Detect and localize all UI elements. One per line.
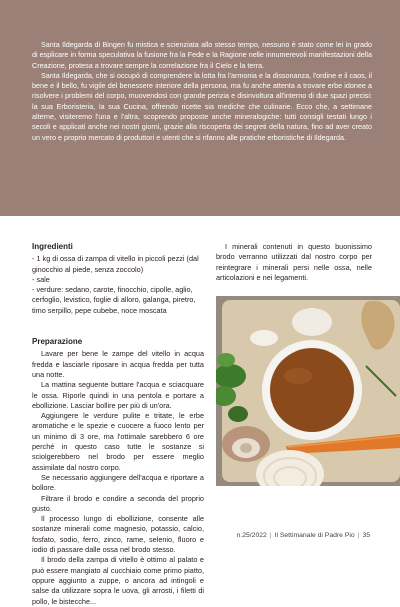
preparation-paragraph: Filtrare il brodo e condire a seconda del proprio gusto. [32,493,204,513]
ingredient-item: - 1 kg di ossa di zampa di vitello in piccoli pezzi (dal ginocchio al piede, senza zoccolo) [32,254,199,274]
intro-text [32,40,372,143]
preparation-paragraph: Lavare per bene le zampe del vitello in acqua fredda e lasciarle riposare in acqua fredda per tutta una notte. [32,349,204,379]
ingredient-item: - verdure: sedano, carote, finocchio, cipolle, aglio, cerfoglio, levistico, foglie di alloro, galanga, piretro, timo serpillo, pepe cubebe, noce moscata [32,285,196,315]
ingredient-item: - sale [32,274,50,284]
preparation-heading: Preparazione [32,337,83,347]
ingredients-list [32,254,204,316]
broth-illustration [216,296,400,486]
intro-paragraph: Santa Ildegarda di Bingen fu mistica e scienziata allo stesso tempo, nessuno è stato come lei in grado di esplicare in forma speculativa la fusione fra la Fede e la Ragione nelle innumerevoli manifestazioni della Creazione, protesa a trovare sempre la correlazione fra il Cielo e la terra. [32,40,372,70]
preparation-paragraph: La mattina seguente buttare l'acqua e sciacquare le ossa. Riporle quindi in una pentola e portare a ebollizione. Lasciar bollire per più di un'ora. [32,380,204,410]
page-number: 35 [362,532,370,539]
footer-separator: | [357,532,360,539]
issue-number: n.25/2022 [236,532,267,539]
broth-photo [216,296,400,486]
garlic-clove [250,330,278,346]
page-footer [237,532,370,539]
preparation-paragraph: Aggiungere le verdure pulite e tritate, le erbe aromatiche e le spezie e cuocere a fuoco lento per un minimo di 3 ore, ma l'ottimale sarebbero 6 ore perché in questo caso tutte le sostanze si sciolgerebbero nel brodo per essere meglio assimilate dal nostro corpo. [32,411,204,472]
footer-separator: | [269,532,272,539]
minerals-paragraph: I minerali contenuti in questo buonissimo brodo verranno utilizzati dal nostro corpo per reintegrare i minerali persi nelle ossa, nelle articolazioni e nei legamenti. [216,242,372,282]
recipe-column-left [32,242,204,607]
broth [270,348,354,432]
ingredients-heading: Ingredienti [32,242,73,251]
preparation-text [32,349,204,606]
recipe-column-right [216,242,372,283]
intro-paragraph: Santa Ildegarda, che si occupò di comprendere la lotta fra l'armonia e la dissonanza, l'ordine e il caos, il bene e il bello, fu vigile del benessere interiore della persona, ma fu anche attenta a trovare erbe idonee a risolvere i problemi del corpo, muovendosi con grande perizia e disinvoltura all'interno di due spazi precisi: la sua Erboristeria, la sua Cucina, offrendo ricette sia mediche che culinarie. Ecco che, a settimane alterne, visiteremo l'una e l'altra, scoprendo proposte anche mineralogiche: tutti consigli testati lungo i secoli e applicati anche nei nostri giorni, grazie alla riscoperta dei segreti della natura, fino ad aver creato un vero e proprio mercato di produttori e utenti che si rifanno alle pratiche erboristiche di Ildegarda. [32,70,372,142]
preparation-paragraph: Il processo lungo di ebollizione, consente alle sostanze minerali come magnesio, potassio, calcio, fosfato, sodio, ferro, zinco, rame, selenio, fluoro e iodio di passare dalle ossa nel brodo stesso. [32,514,204,555]
garlic-bulb [292,308,332,336]
mushroom [222,426,270,462]
preparation-paragraph: Se necessario aggiungere dell'acqua e riportare a bollore. [32,472,204,493]
magazine-name: Il Settimanale di Padre Pio [274,532,355,539]
preparation-paragraph: Il brodo della zampa di vitello è ottimo al palato e può essere mangiato al cucchiaio come primo piatto, oppure aggiunto a zuppe, o ancora ad intingoli e salse da utilizzare sopra le uova, gli arrosti, i filetti di pollo, le bistecche... [32,555,204,606]
